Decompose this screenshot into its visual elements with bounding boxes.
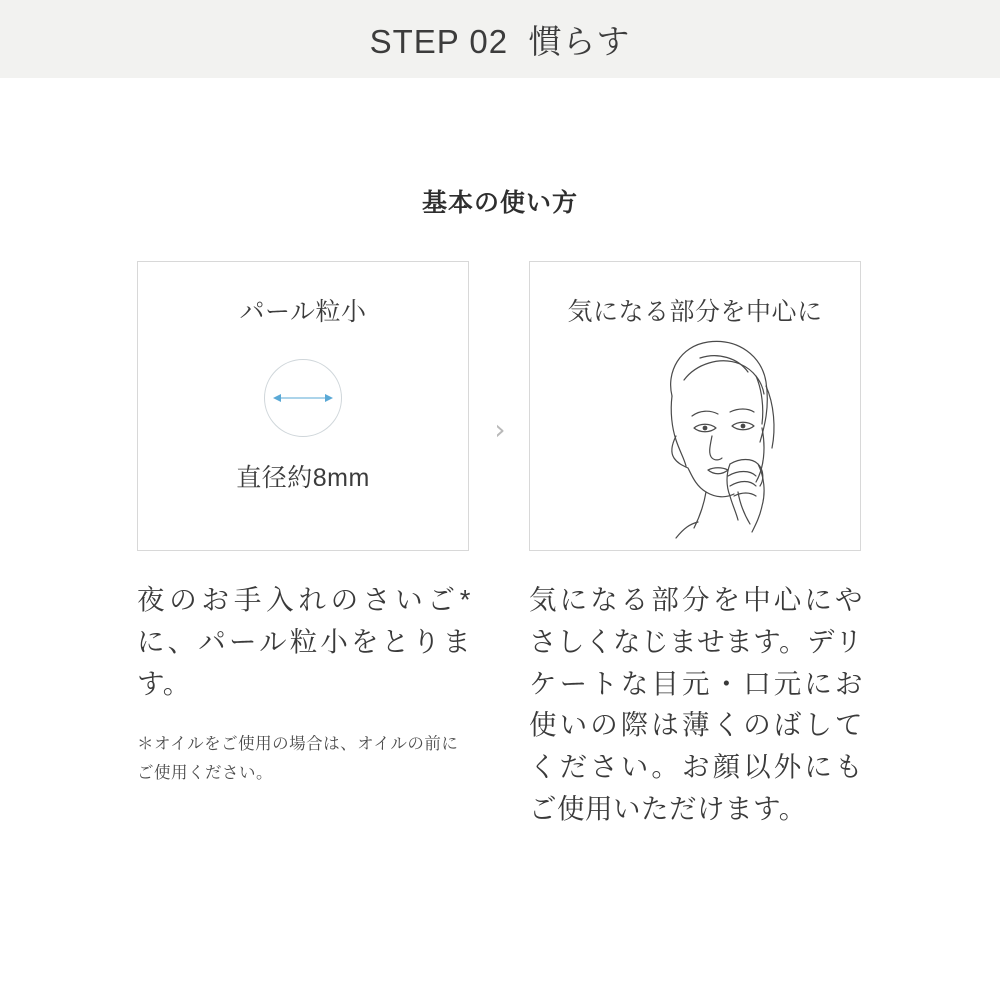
face-line-drawing-icon bbox=[580, 324, 810, 544]
face-diagram bbox=[530, 324, 860, 550]
page-title: STEP 02 慣らす bbox=[369, 22, 631, 60]
illustration-box-face bbox=[529, 261, 861, 551]
pearl-circle-icon bbox=[264, 359, 342, 437]
step-column-1 bbox=[137, 261, 471, 787]
step-separator bbox=[471, 261, 529, 444]
steps-container bbox=[0, 261, 1000, 830]
step-note-text-1: ＊オイルをご使用の場合は、オイルの前にご使用ください。 bbox=[137, 735, 459, 782]
illustration-box-pearl bbox=[137, 261, 469, 551]
step-body-text-1: 夜のお手入れのさいご*に、パール粒小をとります。 bbox=[137, 584, 471, 699]
diameter-line bbox=[277, 398, 329, 399]
arrow-right-icon bbox=[325, 394, 333, 402]
pearl-diagram bbox=[138, 359, 468, 437]
illustration-caption-1: パール粒小 bbox=[239, 298, 367, 326]
step-header bbox=[0, 0, 1000, 78]
section-heading: 基本の使い方 bbox=[421, 189, 578, 217]
step-column-2 bbox=[529, 261, 863, 830]
step-body-text-2: 気になる部分を中心にやさしくなじませます。デリケートな目元・口元にお使いの際は薄くのばしてください。お顔以外にもご使用いただけます。 bbox=[529, 584, 863, 824]
arrow-left-icon bbox=[273, 394, 281, 402]
pearl-diameter-label: 直径約8mm bbox=[236, 464, 370, 492]
illustration-caption-2: 気になる部分を中心に bbox=[567, 298, 823, 326]
chevron-right-icon: › bbox=[494, 413, 506, 446]
